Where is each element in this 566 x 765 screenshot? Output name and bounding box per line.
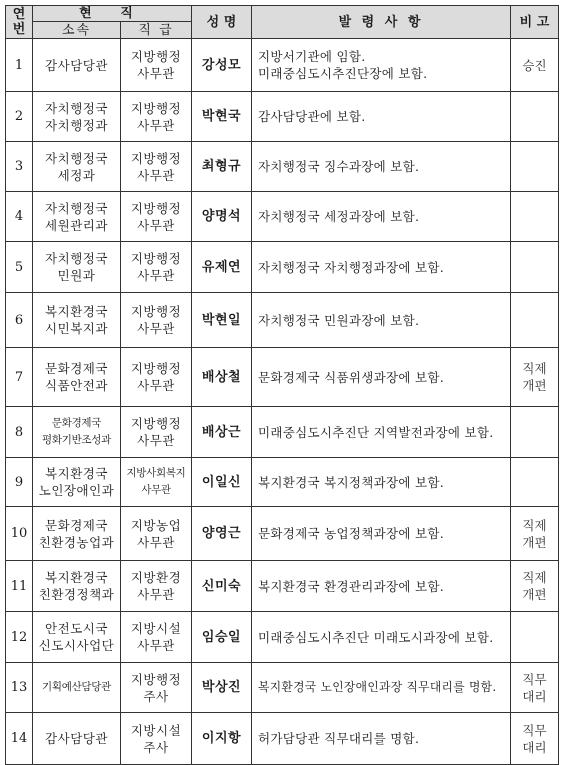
row-department: 감사담당관 [33, 39, 121, 92]
row-note [511, 458, 559, 507]
row-rank: 지방사회복지 사무관 [121, 458, 192, 507]
row-order: 자치행정국 징수과장에 보함. [252, 142, 511, 192]
row-name: 유제연 [192, 242, 252, 293]
row-number: 6 [6, 293, 33, 348]
row-order: 복지환경국 환경관리과장에 보함. [252, 561, 511, 612]
table-row [6, 242, 559, 293]
row-order: 지방서기관에 임함. 미래중심도시추진단장에 보함. [252, 39, 511, 92]
table-body [6, 39, 559, 765]
row-number: 12 [6, 612, 33, 663]
row-name: 최형규 [192, 142, 252, 192]
table-row [6, 39, 559, 92]
row-number: 3 [6, 142, 33, 192]
row-name: 배상철 [192, 348, 252, 407]
table-row [6, 293, 559, 348]
table-row [6, 713, 559, 765]
table-header [6, 6, 559, 39]
row-rank: 지방행정 주사 [121, 663, 192, 713]
table-row [6, 507, 559, 561]
row-name: 박현일 [192, 293, 252, 348]
row-name: 신미숙 [192, 561, 252, 612]
row-note: 직제 개편 [511, 348, 559, 407]
row-order: 허가담당관 직무대리를 명함. [252, 713, 511, 765]
row-department: 안전도시국 신도시사업단 [33, 612, 121, 663]
row-note: 직제 개편 [511, 561, 559, 612]
table-row [6, 192, 559, 242]
row-order: 복지환경국 복지정책과장에 보함. [252, 458, 511, 507]
row-department: 자치행정국 세정과 [33, 142, 121, 192]
row-note: 직무 대리 [511, 713, 559, 765]
row-note [511, 242, 559, 293]
header-dept: 소속 [33, 22, 121, 39]
row-rank: 지방농업 사무관 [121, 507, 192, 561]
row-name: 박상진 [192, 663, 252, 713]
row-department: 복지환경국 친환경정책과 [33, 561, 121, 612]
header-no: 연 번 [6, 6, 33, 39]
row-rank: 지방행정 사무관 [121, 348, 192, 407]
row-department: 자치행정국 민원과 [33, 242, 121, 293]
row-number: 9 [6, 458, 33, 507]
row-order: 자치행정국 자치행정과장에 보함. [252, 242, 511, 293]
table-row [6, 142, 559, 192]
row-number: 10 [6, 507, 33, 561]
row-name: 박현국 [192, 92, 252, 142]
row-name: 임승일 [192, 612, 252, 663]
row-rank: 지방행정 사무관 [121, 192, 192, 242]
row-number: 1 [6, 39, 33, 92]
row-note [511, 92, 559, 142]
header-rank: 직 급 [121, 22, 192, 39]
row-number: 8 [6, 407, 33, 458]
table-row [6, 612, 559, 663]
row-rank: 지방행정 사무관 [121, 407, 192, 458]
row-department: 감사담당관 [33, 713, 121, 765]
table-row [6, 92, 559, 142]
row-name: 양영근 [192, 507, 252, 561]
row-rank: 지방시설 사무관 [121, 612, 192, 663]
row-order: 자치행정국 세정과장에 보함. [252, 192, 511, 242]
row-note [511, 612, 559, 663]
row-number: 4 [6, 192, 33, 242]
table-row [6, 561, 559, 612]
row-note [511, 192, 559, 242]
table-row [6, 663, 559, 713]
row-note [511, 293, 559, 348]
row-name: 강성모 [192, 39, 252, 92]
row-department: 기획예산담당관 [33, 663, 121, 713]
row-name: 이일신 [192, 458, 252, 507]
row-name: 배상근 [192, 407, 252, 458]
row-rank: 지방행정 사무관 [121, 293, 192, 348]
row-number: 14 [6, 713, 33, 765]
row-rank: 지방행정 사무관 [121, 142, 192, 192]
row-number: 13 [6, 663, 33, 713]
row-number: 5 [6, 242, 33, 293]
row-department: 문화경제국 평화기반조성과 [33, 407, 121, 458]
row-note [511, 407, 559, 458]
row-rank: 지방환경 사무관 [121, 561, 192, 612]
row-department: 문화경제국 식품안전과 [33, 348, 121, 407]
row-number: 7 [6, 348, 33, 407]
row-order: 복지환경국 노인장애인과장 직무대리를 명함. [252, 663, 511, 713]
row-rank: 지방시설 주사 [121, 713, 192, 765]
row-order: 문화경제국 농업정책과장에 보함. [252, 507, 511, 561]
row-department: 복지환경국 노인장애인과 [33, 458, 121, 507]
row-note: 직제 개편 [511, 507, 559, 561]
header-note: 비 고 [511, 6, 559, 39]
header-order: 발 령 사 항 [252, 6, 511, 39]
row-department: 자치행정국 자치행정과 [33, 92, 121, 142]
row-rank: 지방행정 사무관 [121, 92, 192, 142]
row-note: 직무 대리 [511, 663, 559, 713]
row-name: 양명석 [192, 192, 252, 242]
row-rank: 지방행정 사무관 [121, 242, 192, 293]
row-note: 승진 [511, 39, 559, 92]
row-department: 문화경제국 친환경농업과 [33, 507, 121, 561]
row-order: 문화경제국 식품위생과장에 보함. [252, 348, 511, 407]
header-current: 현 직 [33, 6, 192, 22]
row-order: 미래중심도시추진단 미래도시과장에 보함. [252, 612, 511, 663]
row-order: 자치행정국 민원과장에 보함. [252, 293, 511, 348]
row-order: 미래중심도시추진단 지역발전과장에 보함. [252, 407, 511, 458]
row-number: 11 [6, 561, 33, 612]
row-department: 복지환경국 시민복지과 [33, 293, 121, 348]
table-row [6, 407, 559, 458]
row-order: 감사담당관에 보함. [252, 92, 511, 142]
personnel-order-table [5, 5, 559, 765]
row-name: 이지항 [192, 713, 252, 765]
row-department: 자치행정국 세원관리과 [33, 192, 121, 242]
table-row [6, 458, 559, 507]
row-rank: 지방행정 사무관 [121, 39, 192, 92]
header-name: 성 명 [192, 6, 252, 39]
row-number: 2 [6, 92, 33, 142]
row-note [511, 142, 559, 192]
table-row [6, 348, 559, 407]
